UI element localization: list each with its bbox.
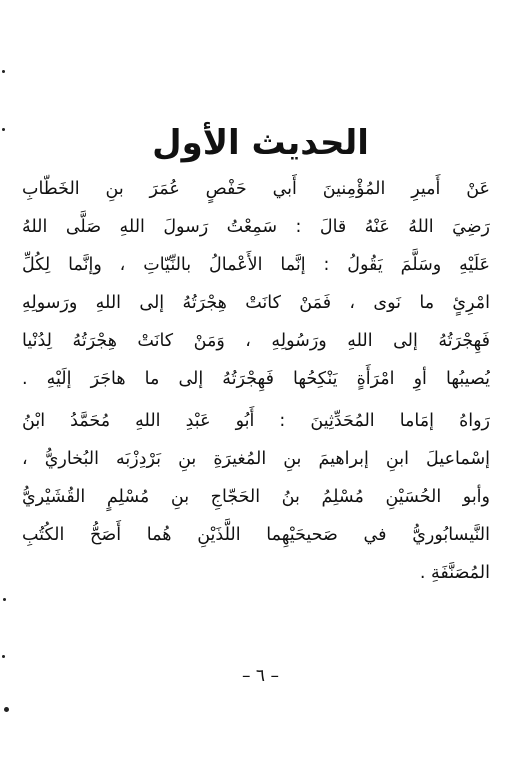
text-line: عَنْ أَميرِ المُؤْمِنينَ أَبي حَفْصٍ عُمَرَ بنِ الخَطّابِ <box>22 179 490 199</box>
scan-speck <box>2 70 5 73</box>
text-line: المُصَنَّفَةِ . <box>419 563 490 583</box>
scan-speck <box>2 128 5 131</box>
page-number: – ٦ – <box>242 666 279 686</box>
page-title: الحديث الأول <box>152 123 369 163</box>
text-line: فَهِجْرَتُهُ إلى اللهِ ورَسُولِهِ ، وَمَنْ كانَتْ هِجْرَتُهُ لِدُنْيا <box>22 331 490 351</box>
scan-speck <box>2 655 5 658</box>
scan-speck <box>4 707 9 712</box>
text-line: يُصيبُها أوِ امْرَأَةٍ يَنْكِحُها فَهِجْرَتُهُ إلى ما هاجَرَ إلَيْهِ . <box>22 369 490 389</box>
hadith-text <box>22 170 490 592</box>
text-line: رَواهُ إمَاما المُحَدِّثِينَ : أَبُو عَبْدِ اللهِ مُحَمَّدُ ابْنُ <box>22 411 490 431</box>
text-line: وأبو الحُسَيْنِ مُسْلِمُ بنُ الحَجّاجِ بنِ مُسْلِمٍ القُشَيْريُّ <box>22 487 490 507</box>
text-line: إسْماعيلَ ابنِ إبراهيمَ بنِ المُغيرَةِ بنِ بَرْدِزْبَه البُخاريُّ ، <box>22 449 490 469</box>
text-line: النَّيسابُوريُّ في صَحيحَيْهِما اللَّذَيْنِ هُما أَصَحُّ الكُتُبِ <box>22 525 490 545</box>
scan-speck <box>3 598 6 601</box>
text-line: امْرِئٍ ما نَوى ، فَمَنْ كانَتْ هِجْرَتُهُ إلى اللهِ ورَسولِهِ <box>22 293 490 313</box>
text-line: رَضِيَ اللهُ عَنْهُ قالَ : سَمِعْتُ رَسولَ اللهِ صَلَّى اللهُ <box>22 217 490 237</box>
text-line: عَلَيْهِ وسَلَّمَ يَقُولُ : إنَّما الأَعْمالُ بالنِّيّاتِ ، وإنَّما لِكُلِّ <box>22 255 490 275</box>
